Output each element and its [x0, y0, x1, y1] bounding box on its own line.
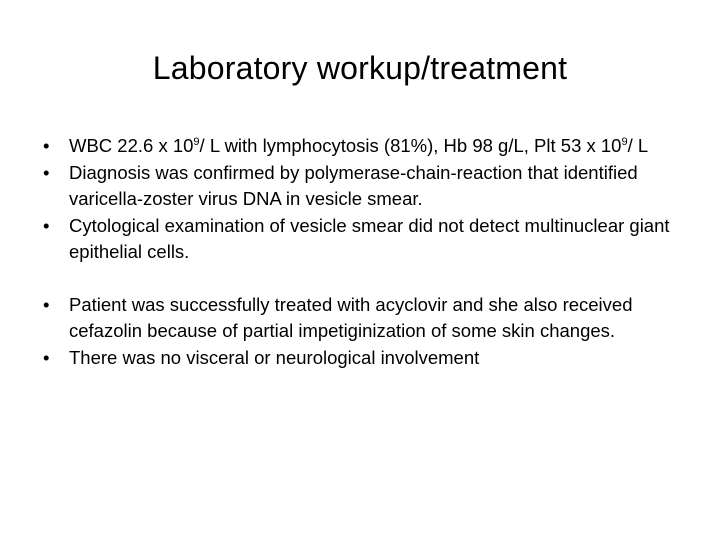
bullet-glyph: •: [43, 293, 50, 315]
bullet-diagnosis: [40, 160, 690, 213]
bullet-glyph: •: [43, 214, 50, 236]
bullet-glyph: •: [43, 135, 50, 156]
bullet-text: There was no visceral or neurological involvement: [69, 346, 480, 368]
bullet-text: Diagnosis was confirmed by polymerase-chain-reaction that identified varicella-zoster virus DNA in vesicle smear.: [69, 161, 638, 209]
bullet-text-part: / L: [627, 135, 649, 156]
bullet-involvement: [40, 345, 690, 372]
bullet-cytology: [40, 213, 690, 266]
bullet-lab-values: [40, 133, 690, 160]
superscript-exponent: 9: [621, 136, 628, 148]
slide-title: Laboratory workup/treatment: [152, 50, 568, 86]
superscript-exponent: 9: [193, 136, 200, 148]
bullet-glyph: •: [43, 346, 50, 368]
bullet-text: Cytological examination of vesicle smear did not detect multinuclear giant epithelial cells.: [69, 214, 670, 262]
bullet-text: Patient was successfully treated with acyclovir and she also received cefazolin because of partial impetiginization of some skin changes.: [69, 293, 633, 341]
bullet-text-part: WBC 22.6 x 10: [69, 135, 194, 156]
bullet-list: [40, 133, 690, 371]
bullet-treatment: [40, 292, 690, 345]
bullet-text-part: / L with lymphocytosis (81%), Hb 98 g/L, Plt 53 x 10: [199, 135, 622, 156]
bullet-glyph: •: [43, 161, 50, 183]
